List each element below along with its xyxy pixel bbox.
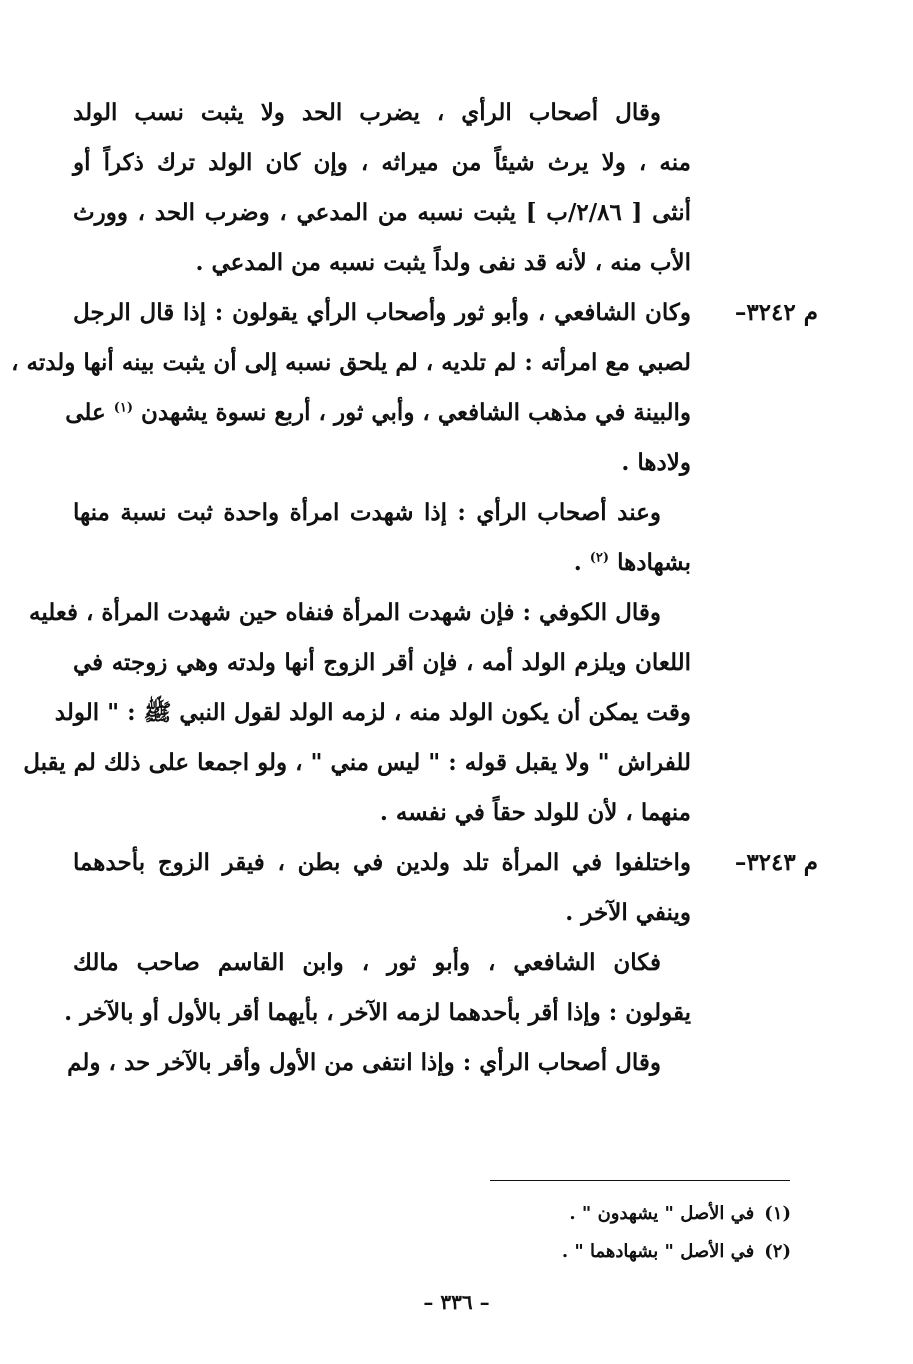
footnote bbox=[569, 1202, 791, 1226]
text-line: وقال أصحاب الرأي ، يضرب الحد ولا يثبت نسب الولد bbox=[73, 99, 661, 126]
text-line: اللعان ويلزم الولد أمه ، فإن أقر الزوج أنها ولدته وهي زوجته في bbox=[73, 649, 691, 676]
text-line: وعند أصحاب الرأي : إذا شهدت امرأة واحدة ثبت نسبة منها bbox=[73, 499, 661, 526]
text-line: وقال الكوفي : فإن شهدت المرأة فنفاه حين شهدت المرأة ، فعليه bbox=[29, 599, 661, 626]
footnote-text: في الأصل " يشهدون " . bbox=[569, 1203, 755, 1224]
footnote-divider bbox=[490, 1180, 790, 1181]
text-segment: . bbox=[573, 549, 582, 576]
text-segment: والبينة في مذهب الشافعي ، وأبي ثور ، أربع نسوة يشهدن bbox=[141, 399, 691, 426]
text-segment: على bbox=[65, 399, 106, 426]
text-line-with-note bbox=[73, 548, 691, 578]
footnote bbox=[562, 1240, 791, 1264]
page-number: – ٣٣٦ – bbox=[423, 1290, 490, 1314]
text-line: وقال أصحاب الرأي : وإذا انتفى من الأول وأقر بالآخر حد ، ولم bbox=[67, 1049, 661, 1076]
text-line: الأب منه ، لأنه قد نفى ولداً يثبت نسبه من المدعي . bbox=[195, 249, 691, 276]
footnote-ref: (٢) bbox=[589, 550, 610, 566]
text-line: وقت يمكن أن يكون الولد منه ، لزمه الولد لقول النبي ﷺ : " الولد bbox=[54, 699, 691, 726]
text-line: واختلفوا في المرأة تلد ولدين في بطن ، فيقر الزوج بأحدهما bbox=[73, 849, 691, 876]
text-line: وكان الشافعي ، وأبو ثور وأصحاب الرأي يقولون : إذا قال الرجل bbox=[73, 299, 691, 326]
text-line: يقولون : وإذا أقر بأحدهما لزمه الآخر ، بأيهما أقر بالأول أو بالآخر . bbox=[64, 999, 691, 1026]
footnote-number: (٢) bbox=[764, 1241, 791, 1262]
footnote-ref: (١) bbox=[113, 400, 134, 416]
text-segment: بشهادها bbox=[617, 549, 691, 576]
footnote-text: في الأصل " بشهادهما " . bbox=[561, 1241, 755, 1262]
text-line: أنثى [ ٢/٨٦/ب ] يثبت نسبه من المدعي ، وضرب الحد ، وورث bbox=[73, 199, 691, 226]
masala-number: م ٣٢٤٢– bbox=[734, 299, 818, 326]
text-line: وينفي الآخر . bbox=[565, 899, 691, 926]
text-line: منه ، ولا يرث شيئاً من ميراثه ، وإن كان الولد ترك ذكراً أو bbox=[73, 149, 691, 176]
text-line: منهما ، لأن للولد حقاً في نفسه . bbox=[379, 799, 691, 826]
text-line: فكان الشافعي ، وأبو ثور ، وابن القاسم صاحب مالك bbox=[73, 949, 661, 976]
text-line: للفراش " ولا يقبل قوله : " ليس مني " ، ولو اجمعا على ذلك لم يقبل bbox=[23, 749, 691, 776]
text-line-with-note bbox=[65, 398, 691, 428]
masala-number: م ٣٢٤٣– bbox=[734, 849, 818, 876]
text-line: ولادها . bbox=[621, 449, 691, 476]
text-line: لصبي مع امرأته : لم تلديه ، لم يلحق نسبه إلى أن يثبت بينه أنها ولدته ، bbox=[11, 349, 691, 376]
footnote-number: (١) bbox=[764, 1203, 791, 1224]
